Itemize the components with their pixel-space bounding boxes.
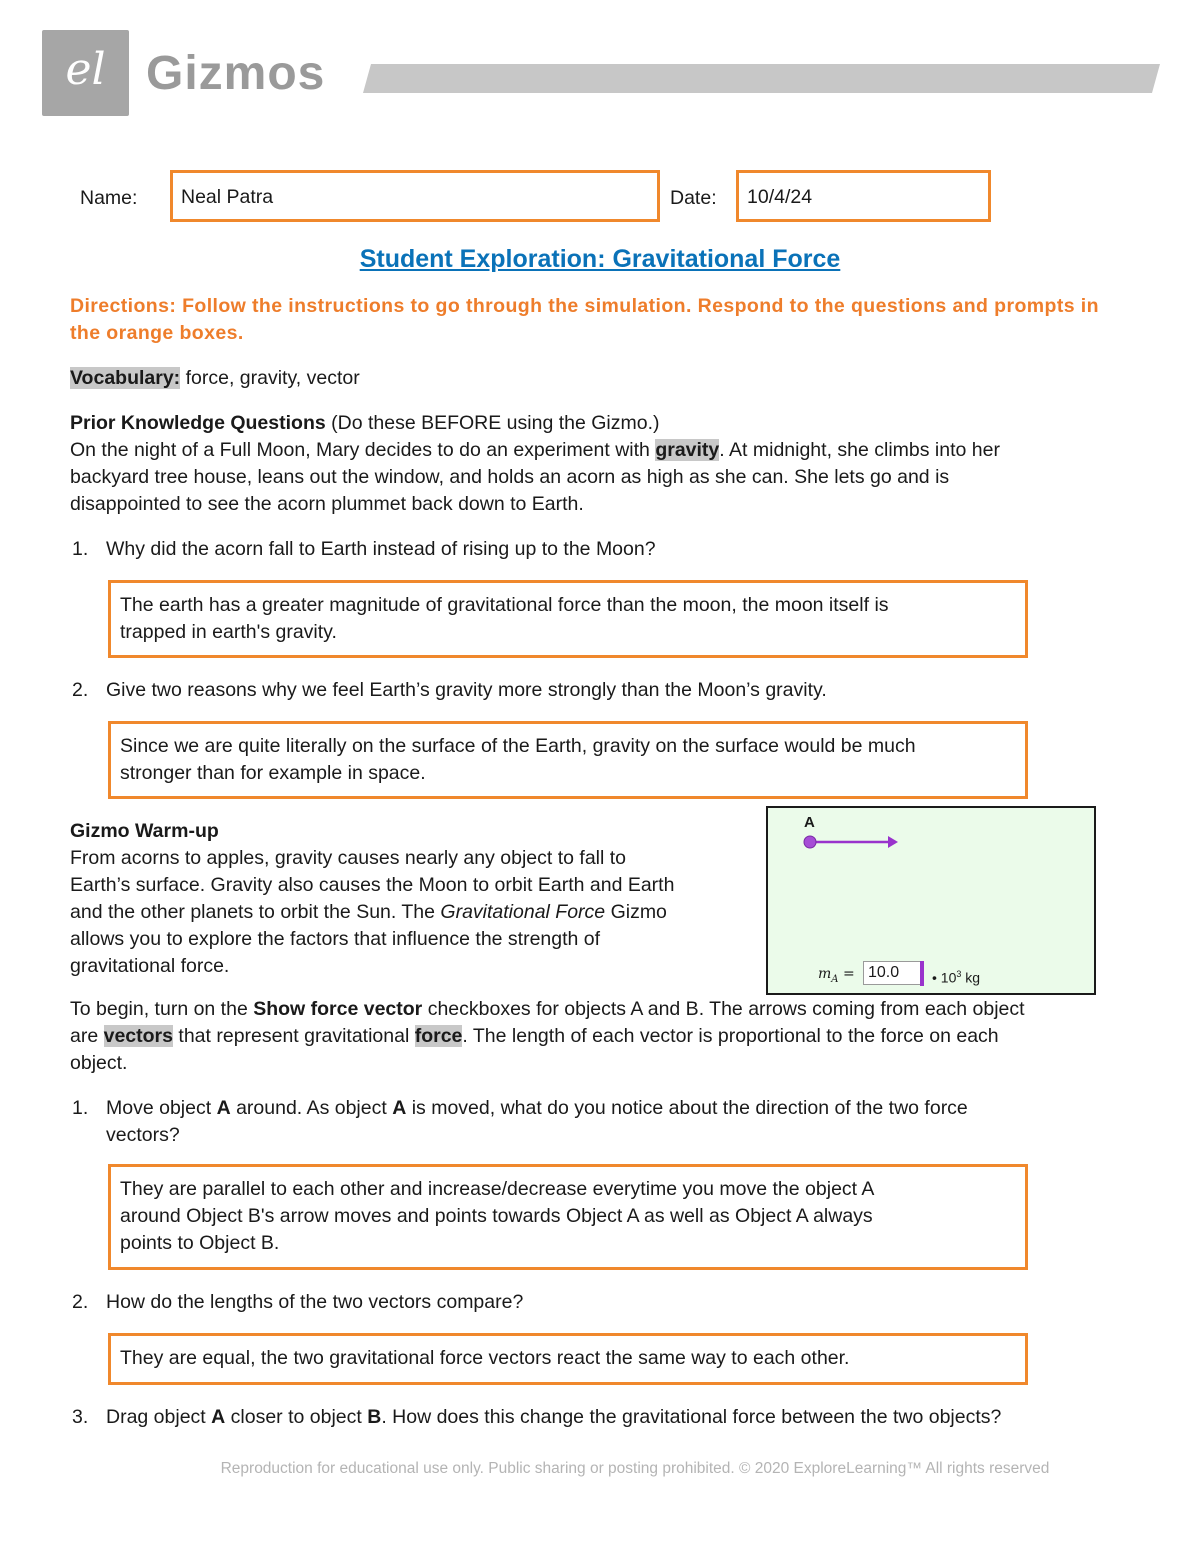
- answer-box[interactable]: [108, 721, 1028, 799]
- gizmo-title: Gravitational Force: [440, 901, 606, 923]
- mass-label: [818, 965, 855, 989]
- term-gravity: gravity: [655, 439, 720, 461]
- question-text: [106, 1404, 1106, 1431]
- mass-unit: [932, 965, 980, 987]
- object-a-label: A: [804, 814, 815, 831]
- vocabulary: [70, 365, 360, 392]
- warmup-text: Gizmo: [610, 901, 667, 923]
- question-text: [106, 1095, 1106, 1149]
- warmup-line: [70, 899, 760, 926]
- vocabulary-terms: force, gravity, vector: [185, 367, 360, 389]
- warmup-line: allows you to explore the factors that influence the strength of: [70, 928, 601, 950]
- q-text: Drag object: [106, 1406, 206, 1428]
- answer-box[interactable]: [108, 1164, 1028, 1270]
- prior-intro-line3: disappointed to see the acorn plummet back down to Earth.: [70, 493, 584, 515]
- answer-box[interactable]: [108, 580, 1028, 658]
- force-vector-arrow[interactable]: [802, 832, 902, 852]
- begin-text: To begin, turn on the: [70, 998, 248, 1020]
- term-show-force-vector: Show force vector: [253, 998, 423, 1020]
- question-text: Give two reasons why we feel Earth’s gravity more strongly than the Moon’s gravity.: [106, 679, 827, 701]
- q-bold: A: [216, 1097, 231, 1119]
- answer-line: points to Object B.: [120, 1232, 280, 1254]
- prior-heading-line: [70, 410, 1140, 437]
- date-value: 10/4/24: [747, 186, 813, 208]
- begin-text: checkboxes for objects A and B. The arrows coming from each object: [427, 998, 1025, 1020]
- warmup-line: Earth’s surface. Gravity also causes the Moon to orbit Earth and Earth: [70, 874, 675, 896]
- warmup-text: and the other planets to orbit the Sun. The: [70, 901, 435, 923]
- q-text: is moved, what do you notice about the direction of the two force: [411, 1097, 968, 1119]
- mass-unit-prefix: • 10: [932, 969, 957, 986]
- mass-unit-kg: kg: [965, 969, 981, 986]
- term-force: force: [414, 1025, 463, 1047]
- answer-box[interactable]: [108, 1333, 1028, 1385]
- q-text: around. As object: [236, 1097, 387, 1119]
- brand-name: Gizmos: [146, 47, 326, 100]
- mass-input[interactable]: [863, 961, 921, 985]
- q-bold: A: [211, 1406, 226, 1428]
- q-text: Move object: [106, 1097, 212, 1119]
- prior-knowledge: [70, 410, 1140, 518]
- warmup-line: gravitational force.: [70, 955, 230, 977]
- name-label: Name:: [80, 187, 138, 209]
- name-value: Neal Patra: [181, 186, 274, 208]
- q-text: closer to object: [230, 1406, 362, 1428]
- begin-paragraph: [70, 996, 1150, 1077]
- answer-line: They are equal, the two gravitational force vectors react the same way to each other.: [120, 1347, 850, 1369]
- answer-line: The earth has a greater magnitude of gravitational force than the moon, the moon itself is: [120, 594, 889, 616]
- prior-heading: Prior Knowledge Questions: [70, 412, 326, 434]
- question-number: 1.: [72, 538, 89, 560]
- begin-text: are: [70, 1025, 99, 1047]
- question-number: 3.: [72, 1406, 89, 1428]
- question-number: 2.: [72, 1291, 89, 1313]
- begin-text: . The length of each vector is proportional to the force on each: [462, 1025, 999, 1047]
- header-bar: [363, 64, 1160, 93]
- page-title: Student Exploration: Gravitational Force: [359, 245, 841, 273]
- footer-copyright: Reproduction for educational use only. Public sharing or posting prohibited. © 2020 ExploreLearning™ All rights reserved: [220, 1460, 1050, 1477]
- question-text: Why did the acorn fall to Earth instead of rising up to the Moon?: [106, 538, 656, 560]
- answer-line: trapped in earth's gravity.: [120, 621, 337, 643]
- prior-intro-line1: [70, 437, 1140, 464]
- directions: Directions: Follow the instructions to go through the simulation. Respond to the questions and prompts in the orange boxes.: [70, 295, 1099, 344]
- date-label: Date:: [670, 187, 717, 209]
- prior-intro-text: . At midnight, she climbs into her: [719, 439, 1000, 461]
- logo-glyph: el: [65, 44, 106, 95]
- mass-symbol: m: [818, 966, 832, 982]
- q-bold: A: [392, 1097, 407, 1119]
- logo: [42, 30, 129, 116]
- question-number: 1.: [72, 1097, 89, 1119]
- term-vectors: vectors: [103, 1025, 173, 1047]
- q-text: vectors?: [106, 1124, 180, 1146]
- answer-line: They are parallel to each other and increase/decrease everytime you move the object A: [120, 1178, 875, 1200]
- vocabulary-label: Vocabulary:: [70, 367, 181, 389]
- question-number: 2.: [72, 679, 89, 701]
- warmup-heading: Gizmo Warm-up: [70, 820, 219, 842]
- warmup-line: From acorns to apples, gravity causes nearly any object to fall to: [70, 847, 627, 869]
- begin-text: that represent gravitational: [178, 1025, 410, 1047]
- date-field[interactable]: [736, 170, 991, 222]
- mass-subscript: A: [831, 973, 839, 985]
- begin-text: object.: [70, 1052, 128, 1074]
- q-bold: B: [367, 1406, 382, 1428]
- prior-intro-text: On the night of a Full Moon, Mary decides to do an experiment with: [70, 439, 650, 461]
- gizmo-simulation-panel: [766, 806, 1096, 995]
- mass-value: 10.0: [868, 964, 900, 981]
- warmup: [70, 818, 760, 980]
- prior-note: (Do these BEFORE using the Gizmo.): [331, 412, 660, 434]
- question-text: How do the lengths of the two vectors compare?: [106, 1291, 524, 1313]
- answer-line: around Object B's arrow moves and points towards Object A as well as Object A always: [120, 1205, 873, 1227]
- mass-equals: =: [842, 966, 855, 982]
- name-field[interactable]: [170, 170, 660, 222]
- answer-line: Since we are quite literally on the surface of the Earth, gravity on the surface would be much: [120, 735, 916, 757]
- answer-line: stronger than for example in space.: [120, 762, 426, 784]
- mass-slider-handle[interactable]: [920, 961, 924, 986]
- prior-intro-line2: backyard tree house, leans out the window, and holds an acorn as high as she can. She lets go and is: [70, 466, 950, 488]
- q-text: . How does this change the gravitational force between the two objects?: [381, 1406, 1002, 1428]
- mass-unit-exp: 3: [956, 969, 962, 979]
